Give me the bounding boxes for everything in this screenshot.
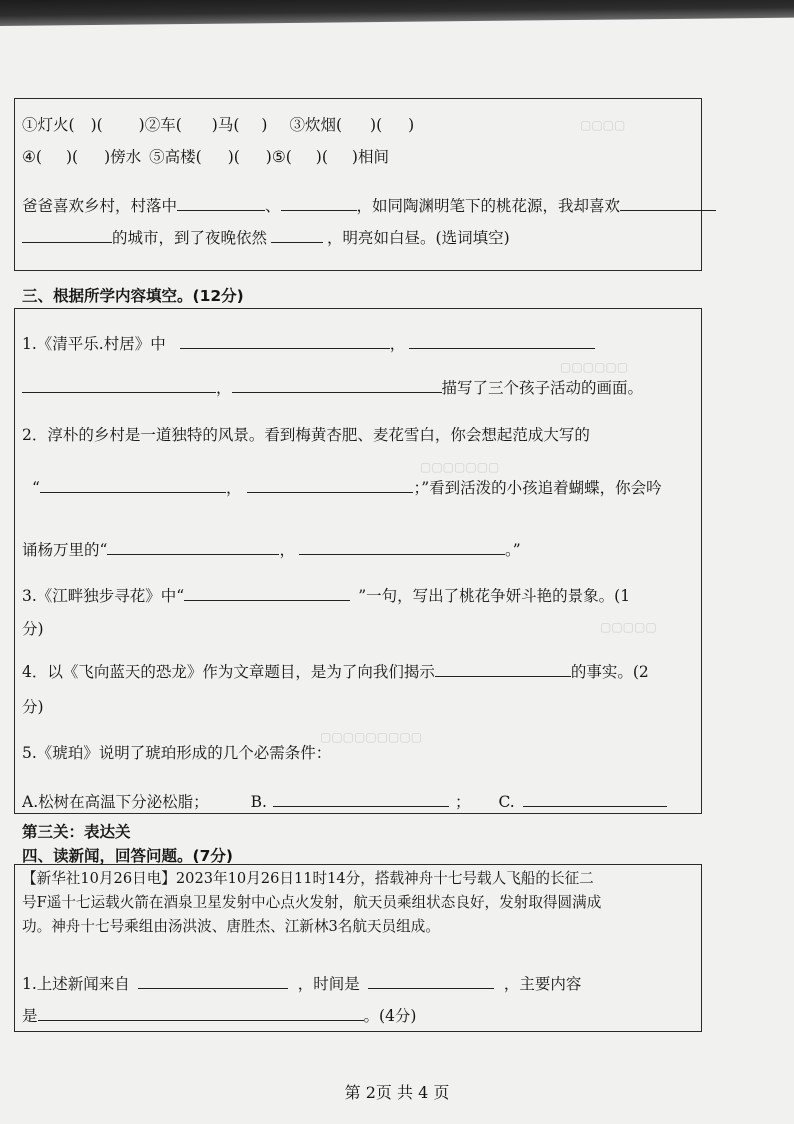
text: )傍水 bbox=[104, 148, 142, 166]
text: 分) bbox=[22, 620, 44, 638]
text: ) bbox=[408, 116, 415, 134]
text: 分) bbox=[22, 698, 44, 716]
text: 1.《清平乐.村居》中 bbox=[22, 335, 166, 353]
text: A.松树在高温下分泌松脂； bbox=[22, 793, 209, 811]
q4-line-2 bbox=[22, 696, 44, 718]
text: ； bbox=[454, 793, 471, 811]
text: )马( bbox=[211, 116, 240, 134]
word-fill-line-4 bbox=[22, 226, 510, 249]
q3-line-1 bbox=[22, 584, 630, 607]
text: 4．以《飞向蓝天的恐龙》作为文章题目，是为了向我们揭示 bbox=[22, 663, 435, 681]
answer-blank[interactable] bbox=[620, 194, 716, 211]
text: 1.上述新闻来自 bbox=[22, 975, 130, 993]
text: 号F遥十七运载火箭在酒泉卫星发射中心点火发射，航天员乘组状态良好，发射取得圆满成 bbox=[22, 894, 602, 911]
text: 2．淳朴的乡村是一道独特的风景。看到梅黄杏肥、麦花雪白，你会想起范成大写的 bbox=[22, 426, 590, 444]
text: )( bbox=[370, 116, 383, 134]
page-number: 第 2页 共 4 页 bbox=[344, 1083, 450, 1102]
text: 【新华社10月26日电】2023年10月26日11时14分，搭载神舟十七号载人飞船的长征二 bbox=[22, 870, 594, 887]
text: C. bbox=[498, 793, 515, 811]
q2-line-3 bbox=[22, 538, 521, 561]
bleed-through-mark: ▢▢▢▢▢▢ bbox=[560, 360, 629, 374]
text: ，如同陶渊明笔下的桃花源，我却喜欢 bbox=[356, 197, 621, 215]
text: 。(4分) bbox=[363, 1007, 417, 1025]
answer-blank[interactable] bbox=[177, 194, 265, 211]
answer-blank[interactable] bbox=[184, 584, 350, 601]
text: )( bbox=[90, 116, 103, 134]
answer-blank[interactable] bbox=[138, 972, 288, 989]
section-4-title: 四、读新闻，回答问题。(7分) bbox=[22, 847, 233, 865]
scan-top-shadow bbox=[0, 0, 794, 26]
answer-blank[interactable] bbox=[232, 376, 442, 393]
text: ， bbox=[389, 335, 406, 353]
text: )( bbox=[65, 148, 79, 166]
news-text-line-1 bbox=[22, 868, 594, 890]
text: B. bbox=[250, 793, 267, 811]
text: 是 bbox=[22, 1007, 38, 1025]
answer-blank[interactable] bbox=[22, 376, 216, 393]
text: 3.《江畔独步寻花》中“ bbox=[22, 587, 185, 605]
news-text-line-2 bbox=[22, 892, 601, 914]
text: ”一句，写出了桃花争妍斗艳的景象。(1 bbox=[358, 587, 631, 605]
section-3-title: 三、根据所学内容填空。(12分) bbox=[22, 287, 244, 305]
text: ④( bbox=[22, 148, 42, 166]
text: ， bbox=[216, 379, 232, 397]
bleed-through-mark: ▢▢▢▢ bbox=[580, 118, 626, 132]
text: ⑤高楼( bbox=[149, 148, 202, 166]
bleed-through-mark: ▢▢▢▢▢▢▢ bbox=[420, 460, 500, 474]
text: 爸爸喜欢乡村，村落中 bbox=[22, 197, 178, 215]
answer-blank[interactable] bbox=[281, 194, 357, 211]
word-fill-line-1 bbox=[22, 114, 414, 136]
text: 功。神舟十七号乘组由汤洪波、唐胜杰、江新林3名航天员组成。 bbox=[22, 918, 440, 935]
answer-blank[interactable] bbox=[247, 476, 413, 493]
answer-blank[interactable] bbox=[40, 476, 226, 493]
text: )( bbox=[315, 148, 328, 166]
text: 的城市，到了夜晚依然 bbox=[112, 229, 268, 247]
bleed-through-mark: ▢▢▢▢▢ bbox=[600, 620, 657, 634]
word-fill-line-2 bbox=[22, 146, 389, 168]
text: 的事实。(2 bbox=[570, 663, 649, 681]
news-q1-line-1 bbox=[22, 972, 581, 995]
text: )⑤( bbox=[265, 148, 292, 166]
bleed-through-mark: ▢▢▢▢▢▢▢▢▢ bbox=[320, 730, 423, 744]
answer-blank[interactable] bbox=[271, 226, 323, 243]
text: ，明亮如白昼。(选词填空) bbox=[327, 229, 510, 247]
q1-line-2 bbox=[22, 376, 643, 399]
text: ，主要内容 bbox=[503, 975, 582, 993]
q4-line-1 bbox=[22, 660, 649, 683]
text: )( bbox=[227, 148, 240, 166]
text: )②车( bbox=[138, 116, 182, 134]
text: ①灯火( bbox=[22, 116, 75, 134]
q1-line-1 bbox=[22, 332, 595, 355]
q2-line-1 bbox=[22, 424, 590, 446]
text: 描写了三个孩子活动的画面。 bbox=[441, 379, 644, 397]
text: )相间 bbox=[351, 148, 389, 166]
answer-blank[interactable] bbox=[299, 538, 505, 555]
answer-blank[interactable] bbox=[523, 790, 667, 807]
q5-line-1 bbox=[22, 742, 331, 764]
text: “ bbox=[32, 479, 40, 497]
answer-blank[interactable] bbox=[107, 538, 279, 555]
text: ， bbox=[279, 541, 295, 559]
text: ，时间是 bbox=[297, 975, 360, 993]
answer-blank[interactable] bbox=[409, 332, 595, 349]
text: 5.《琥珀》说明了琥珀形成的几个必需条件： bbox=[22, 744, 332, 762]
text: ；”看到活泼的小孩追着蝴蝶，你会吟 bbox=[413, 479, 662, 497]
text: ③炊烟( bbox=[289, 116, 343, 134]
answer-blank[interactable] bbox=[273, 790, 449, 807]
text: ， bbox=[225, 479, 242, 497]
answer-blank[interactable] bbox=[22, 226, 112, 243]
word-fill-line-3 bbox=[22, 194, 716, 217]
news-text-line-3 bbox=[22, 916, 440, 938]
q3-line-2 bbox=[22, 618, 44, 640]
news-q1-line-2 bbox=[22, 1004, 416, 1027]
text: ) bbox=[261, 116, 268, 134]
stage-3-title: 第三关：表达关 bbox=[22, 823, 131, 841]
text: 、 bbox=[265, 197, 281, 215]
answer-blank[interactable] bbox=[435, 660, 571, 677]
q5-line-2 bbox=[22, 790, 667, 813]
q2-line-2 bbox=[32, 476, 662, 499]
text: 诵杨万里的“ bbox=[22, 541, 108, 559]
answer-blank[interactable] bbox=[368, 972, 494, 989]
answer-blank[interactable] bbox=[180, 332, 390, 349]
answer-blank[interactable] bbox=[38, 1004, 364, 1021]
text: 。” bbox=[504, 541, 521, 559]
